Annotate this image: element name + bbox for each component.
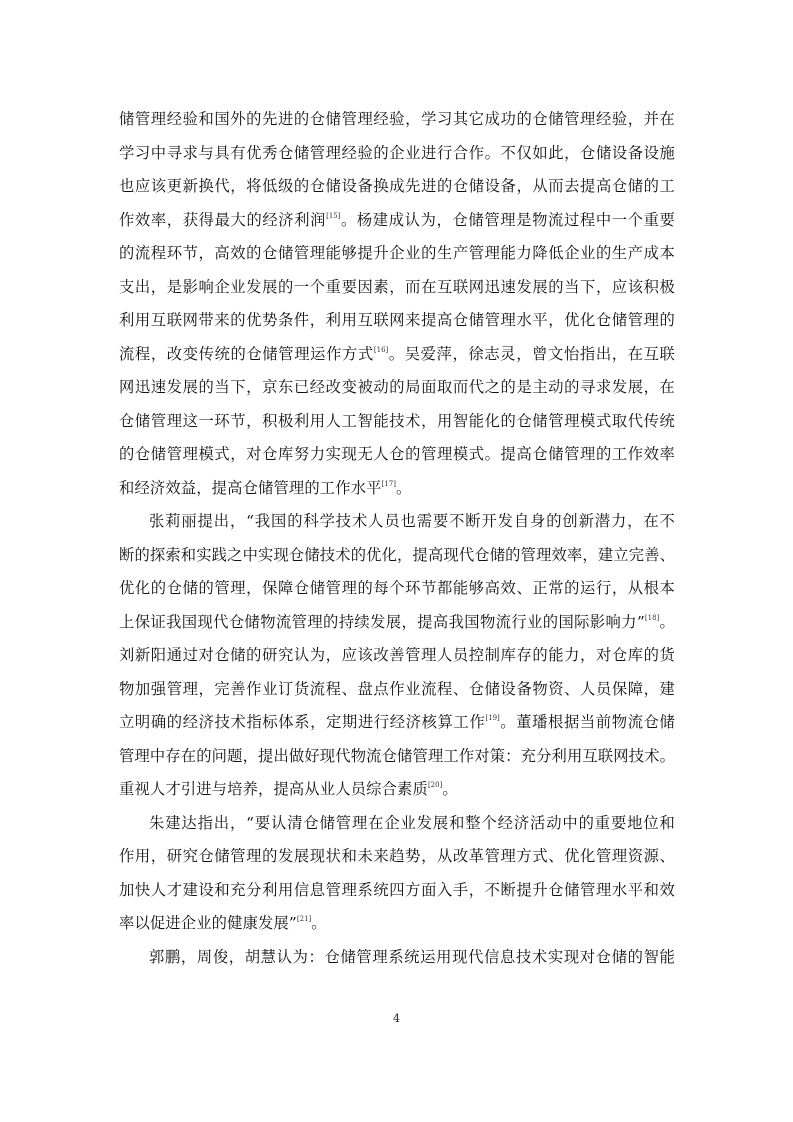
paragraph xyxy=(119,807,675,941)
body-text xyxy=(119,103,675,974)
paragraph xyxy=(119,103,675,505)
line-text: 加快人才建设和充分利用信息管理系统四方面入手，不断提升仓储管理水平和效 xyxy=(119,880,675,899)
text-line xyxy=(119,740,675,774)
line-text: 作效率，获得最大的经济利润 xyxy=(119,210,327,229)
text-line xyxy=(119,840,675,874)
text-line xyxy=(119,874,675,908)
paragraph xyxy=(119,505,675,807)
citation-reference: [16] xyxy=(373,345,389,354)
text-line xyxy=(119,673,675,707)
line-text: 率以促进企业的健康发展” xyxy=(119,914,297,932)
text-line xyxy=(119,539,675,573)
line-text-continued: 。董璠根据当前物流仓储 xyxy=(499,713,675,731)
line-text: 上保证我国现代仓储物流管理的持续发展，提高我国物流行业的国际影响力” xyxy=(119,612,645,631)
text-line xyxy=(119,773,675,807)
text-line xyxy=(119,237,675,271)
page-number: 4 xyxy=(393,1012,400,1025)
line-text: 储管理经验和国外的先进的仓储管理经验，学习其它成功的仓储管理经验，并在 xyxy=(119,110,675,128)
line-text-continued: 。 xyxy=(442,780,458,798)
text-line xyxy=(119,338,675,372)
text-line xyxy=(119,505,675,539)
line-text: 支出，是影响企业发展的一个重要因素，而在互联网迅速发展的当下，应该积极 xyxy=(119,277,675,296)
text-line xyxy=(119,807,675,841)
paragraph xyxy=(119,941,675,975)
line-text: 朱建达指出，“要认清仓储管理在企业发展和整个经济活动中的重要地位和 xyxy=(149,813,675,832)
line-text: 也应该更新换代，将低级的仓储设备换成先进的仓储设备，从而去提高仓储的工 xyxy=(119,177,675,195)
text-line xyxy=(119,405,675,439)
line-text: 重视人才引进与培养，提高从业人员综合素质 xyxy=(119,780,428,798)
line-text-continued: 。杨建成认为，仓储管理是物流过程中一个重要 xyxy=(340,210,675,229)
citation-reference: [15] xyxy=(326,211,341,220)
line-text-continued: 。 xyxy=(395,478,412,497)
line-text: 张莉丽提出，“我国的科学技术人员也需要不断开发自身的创新潜力，在不 xyxy=(149,512,675,530)
line-text: 断的探索和实践之中实现仓储技术的优化，提高现代仓储的管理效率，建立完善、 xyxy=(119,545,676,564)
line-text: 优化的仓储的管理，保障仓储管理的每个环节都能够高效、正常的运行，从根本 xyxy=(119,579,675,597)
text-line xyxy=(119,438,675,472)
text-line xyxy=(119,371,675,405)
citation-reference: [17] xyxy=(381,479,396,488)
text-line xyxy=(119,170,675,204)
line-text: 的流程环节，高效的仓储管理能够提升企业的生产管理能力降低企业的生产成本 xyxy=(119,244,675,262)
text-line xyxy=(119,907,675,941)
line-text: 物加强管理，完善作业订货流程、盘点作业流程、仓储设备物资、人员保障，建 xyxy=(119,679,675,698)
line-text: 利用互联网带来的优势条件，利用互联网来提高仓储管理水平，优化仓储管理的 xyxy=(119,311,675,329)
line-text: 立明确的经济技术指标体系，定期进行经济核算工作 xyxy=(119,713,486,731)
text-line xyxy=(119,639,675,673)
line-text-continued: 。吴爱萍，徐志灵，曾文怡指出，在互联 xyxy=(388,344,676,363)
text-line xyxy=(119,103,675,137)
line-text: 网迅速发展的当下，京东已经改变被动的局面取而代之的是主动的寻求发展，在 xyxy=(119,378,675,396)
text-line xyxy=(119,706,675,740)
line-text: 学习中寻求与具有优秀仓储管理经验的企业进行合作。不仅如此，仓储设备设施 xyxy=(119,143,675,162)
line-text-continued: 。 xyxy=(311,914,327,932)
text-line xyxy=(119,304,675,338)
line-text: 和经济效益，提高仓储管理的工作水平 xyxy=(119,478,382,497)
line-text: 的仓储管理模式，对仓库努力实现无人仓的管理模式。提高仓储管理的工作效率 xyxy=(119,445,675,463)
line-text: 作用，研究仓储管理的发展现状和未来趋势，从改革管理方式、优化管理资源、 xyxy=(119,847,675,865)
line-text: 仓储管理这一环节，积极利用人工智能技术，用智能化的仓储管理模式取代传统 xyxy=(119,411,675,430)
text-line xyxy=(119,572,675,606)
text-line xyxy=(119,137,675,171)
line-text-continued: 。 xyxy=(659,612,675,631)
citation-reference: [20] xyxy=(427,781,443,789)
line-text: 流程，改变传统的仓储管理运作方式 xyxy=(119,344,374,363)
text-line xyxy=(119,204,675,238)
text-line xyxy=(119,941,675,975)
text-line xyxy=(119,271,675,305)
citation-reference: [18] xyxy=(644,613,660,622)
text-line xyxy=(119,472,675,506)
line-text: 刘新阳通过对仓储的研究认为，应该改善管理人员控制库存的能力，对仓库的货 xyxy=(119,646,675,664)
citation-reference: [21] xyxy=(296,915,312,923)
citation-reference: [19] xyxy=(485,714,500,722)
line-text: 郭鹏，周俊，胡慧认为：仓储管理系统运用现代信息技术实现对仓储的智能 xyxy=(149,947,675,966)
line-text: 管理中存在的问题，提出做好现代物流仓储管理工作对策：充分利用互联网技术。 xyxy=(119,746,676,765)
text-line xyxy=(119,606,675,640)
